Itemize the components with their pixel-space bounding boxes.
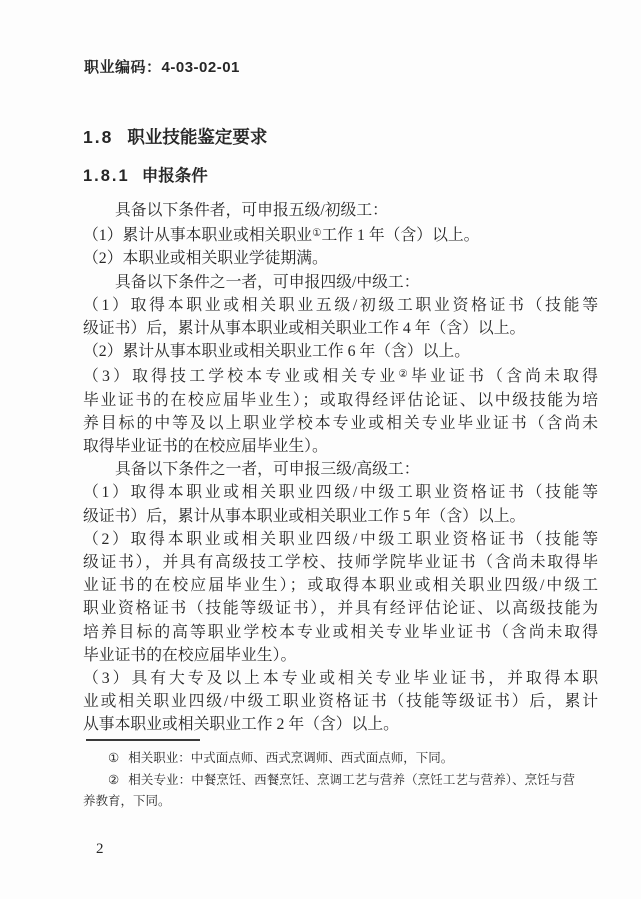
footnote-reference-superscript: ① bbox=[312, 228, 322, 240]
text-run: 毕业证书的在校应届毕业生）；或取得经评估论证、以中级技能为培 bbox=[83, 391, 598, 409]
text-run: （2）累计从事本职业或相关职业工作 6 年（含）以上。 bbox=[83, 343, 471, 361]
text-run: 养目标的中等及以上职业学校本专业或相关专业毕业证书（含尚未 bbox=[83, 414, 598, 432]
text-run: 培养目标的高等职业学校本专业或相关专业毕业证书（含尚未取得 bbox=[83, 623, 598, 641]
body-line bbox=[83, 389, 598, 412]
body-line bbox=[83, 458, 598, 481]
body-line bbox=[83, 667, 598, 690]
footnote-text: 相关专业：中餐烹饪、西餐烹饪、烹调工艺与营养（烹饪工艺与营养）、烹饪与营养教育，下同。 bbox=[83, 772, 575, 808]
text-run: （2）取得本职业或相关职业四级/中级工职业资格证书（技能等 bbox=[83, 530, 598, 548]
body-line bbox=[83, 574, 598, 597]
text-run: 级证书），并具有高级技工学校、技师学院毕业证书（含尚未取得毕 bbox=[83, 554, 598, 572]
footnotes bbox=[83, 748, 575, 813]
body-line bbox=[83, 247, 598, 270]
text-run: 毕业证书（含尚未取得 bbox=[411, 368, 598, 386]
body-line bbox=[83, 690, 598, 713]
body-line bbox=[83, 199, 598, 222]
text-run: 职业资格证书（技能等级证书），并具有经评估论证、以高级技能为 bbox=[83, 600, 598, 618]
footnote-marker: ② bbox=[108, 772, 120, 787]
footnote-marker: ① bbox=[108, 751, 120, 765]
body-line bbox=[83, 271, 598, 294]
text-run: （1）取得本职业或相关职业五级/初级工职业资格证书（技能等 bbox=[83, 296, 598, 314]
subsection-number: 1.8.1 bbox=[83, 167, 130, 185]
occupation-code-header bbox=[84, 56, 240, 77]
text-run: （3）取得技工学校本专业或相关专业 bbox=[83, 368, 399, 386]
body-line bbox=[83, 294, 598, 317]
footnote-reference-superscript: ② bbox=[398, 369, 412, 381]
body-line bbox=[83, 340, 598, 363]
subsection-heading bbox=[83, 162, 208, 186]
text-run: 级证书）后，累计从事本职业或相关职业工作 4 年（含）以上。 bbox=[83, 320, 526, 338]
body-line bbox=[83, 551, 598, 574]
text-run: 工作 1 年（含）以上。 bbox=[321, 227, 480, 245]
body-line bbox=[83, 435, 598, 458]
text-run: （3）具有大专及以上本专业或相关专业毕业证书，并取得本职 bbox=[83, 670, 598, 688]
section-title: 职业技能鉴定要求 bbox=[127, 127, 268, 147]
body-line bbox=[83, 644, 598, 667]
body-line bbox=[83, 222, 598, 247]
body-line bbox=[83, 505, 598, 528]
body-line bbox=[83, 528, 598, 551]
footnote bbox=[83, 748, 575, 770]
body-line bbox=[83, 621, 598, 644]
page-number: 2 bbox=[96, 841, 104, 857]
occupation-code-label: 职业编码： bbox=[84, 59, 162, 76]
text-run: 毕业证书的在校应届毕业生）。 bbox=[83, 646, 297, 664]
body-line bbox=[83, 597, 598, 620]
text-run: 业或相关职业四级/中级工职业资格证书（技能等级证书）后，累计 bbox=[83, 693, 598, 711]
body-line bbox=[83, 713, 598, 736]
footnote-text: 相关职业：中式面点师、西式烹调师、西式面点师，下同。 bbox=[128, 751, 454, 765]
text-run: 具备以下条件之一者，可申报三级/高级工： bbox=[115, 461, 420, 479]
section-number: 1.8 bbox=[83, 127, 114, 147]
text-run: （1）取得本职业或相关职业四级/中级工职业资格证书（技能等 bbox=[83, 484, 598, 502]
footnote bbox=[83, 770, 575, 813]
text-run: （1）累计从事本职业或相关职业 bbox=[83, 227, 313, 245]
body-line bbox=[83, 412, 598, 435]
text-run: 级证书）后，累计从事本职业或相关职业工作 5 年（含）以上。 bbox=[83, 507, 526, 525]
section-heading bbox=[83, 124, 267, 149]
text-run: 取得毕业证书的在校应届毕业生）。 bbox=[83, 438, 328, 456]
body-line bbox=[83, 363, 598, 388]
text-run: 业证书的在校应届毕业生）；或取得本职业或相关职业四级/中级工 bbox=[83, 577, 598, 595]
body-text bbox=[83, 199, 598, 737]
text-run: 具备以下条件者，可申报五级/初级工： bbox=[115, 202, 388, 219]
body-line bbox=[83, 317, 598, 340]
text-run: 从事本职业或相关职业工作 2 年（含）以上。 bbox=[83, 716, 399, 734]
body-line bbox=[83, 481, 598, 504]
footnote-separator bbox=[86, 739, 200, 741]
occupation-code-value: 4-03-02-01 bbox=[161, 59, 240, 76]
subsection-title: 申报条件 bbox=[141, 167, 208, 185]
text-run: （2）本职业或相关职业学徒期满。 bbox=[83, 250, 328, 268]
text-run: 具备以下条件之一者，可申报四级/中级工： bbox=[115, 273, 420, 291]
